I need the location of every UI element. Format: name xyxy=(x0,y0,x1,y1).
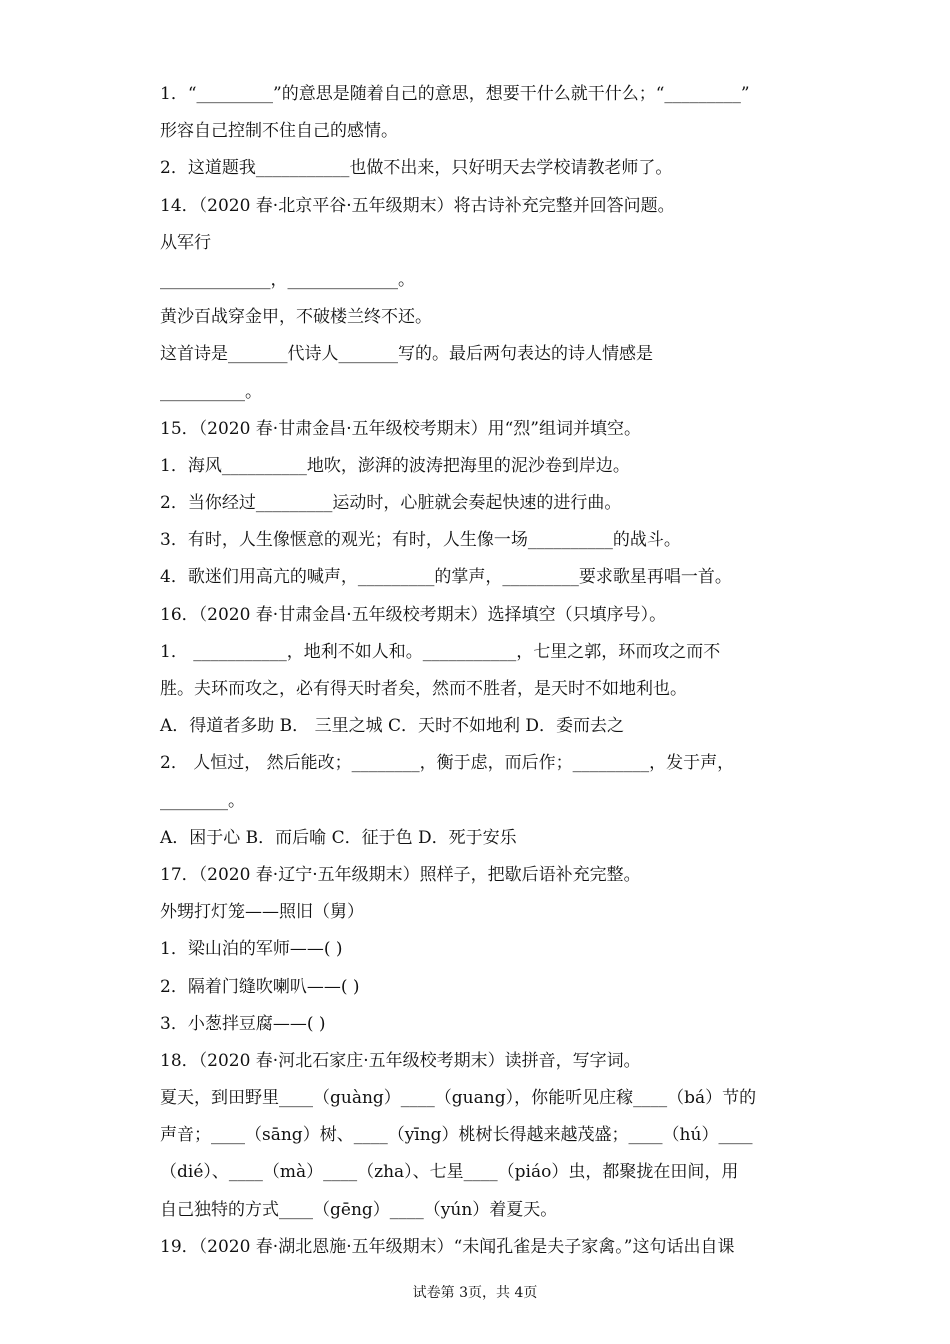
text-line: 1．海风__________地吹，澎湃的波涛把海里的泥沙卷到岸边。 xyxy=(160,455,630,476)
text-line: 形容自己控制不住自己的感情。 xyxy=(160,121,398,142)
text-line: 15．（2020 春·甘肃金昌·五年级校考期末）用“烈”组词并填空。 xyxy=(160,418,641,439)
text-line: 16．（2020 春·甘肃金昌·五年级校考期末）选择填空（只填序号）。 xyxy=(160,604,667,625)
text-line: A．得道者多助 B． 三里之城 C．天时不如地利 D．委而去之 xyxy=(160,716,625,737)
text-line: 自己独特的方式____（gēng）____（yún）着夏天。 xyxy=(160,1199,558,1220)
text-line: 2．这道题我___________也做不出来，只好明天去学校请教老师了。 xyxy=(160,158,673,179)
exam-page-body xyxy=(160,76,796,1266)
text-line: _____________，_____________。 xyxy=(160,269,415,290)
text-line: 1．梁山泊的军师——( ) xyxy=(160,939,343,960)
text-line: 黄沙百战穿金甲，不破楼兰终不还。 xyxy=(160,307,432,328)
text-line: 3．小葱拌豆腐——( ) xyxy=(160,1013,326,1034)
text-line: __________。 xyxy=(160,381,262,402)
text-line: 胜。夫环而攻之，必有得天时者矣，然而不胜者，是天时不如地利也。 xyxy=(160,679,687,699)
text-line: 19．（2020 春·湖北恩施·五年级期末）“未闻孔雀是夫子家禽。”这句话出自课 xyxy=(160,1236,735,1257)
text-line: 这首诗是_______代诗人_______写的。最后两句表达的诗人情感是 xyxy=(160,344,653,365)
text-line: 1． ___________，地利不如人和。___________，七里之郭，环而攻之而不 xyxy=(160,641,721,662)
text-line: 2．当你经过_________运动时，心脏就会奏起快速的进行曲。 xyxy=(160,493,622,514)
text-line: 外甥打灯笼——照旧（舅） xyxy=(160,902,364,923)
text-line: （dié）、____（mà）____（zha）、七星____（piáo）虫，都聚拢在田间，用 xyxy=(160,1162,739,1183)
text-line: 夏天，到田野里____（guàng）____（guang），你能听见庄稼____（bá）节的 xyxy=(160,1088,757,1109)
text-line: 1．“_________”的意思是随着自己的意思，想要干什么就干什么；“_________” xyxy=(160,84,750,104)
text-line: 17．（2020 春·辽宁·五年级期末）照样子，把歇后语补充完整。 xyxy=(160,864,641,885)
text-line: 声音；____（sāng）树、____（yīng）桃树长得越来越茂盛；____（hú）____ xyxy=(160,1125,753,1146)
text-line: 2． 人恒过， 然后能改；________，衡于虑，而后作；_________，发于声， xyxy=(160,753,735,774)
text-line: A．困于心 B．而后喻 C．征于色 D．死于安乐 xyxy=(160,827,517,848)
text-line: 14．（2020 春·北京平谷·五年级期末）将古诗补充完整并回答问题。 xyxy=(160,195,675,216)
text-line: 4．歌迷们用高亢的喊声，_________的掌声，_________要求歌星再唱一首。 xyxy=(160,567,732,588)
page-footer: 试卷第 3页，共 4页 xyxy=(412,1285,538,1301)
text-line: ________。 xyxy=(160,790,245,811)
text-line: 18．（2020 春·河北石家庄·五年级校考期末）读拼音，写字词。 xyxy=(160,1050,641,1071)
text-line: 3．有时，人生像惬意的观光；有时，人生像一场__________的战斗。 xyxy=(160,530,681,551)
text-line: 2．隔着门缝吹喇叭——( ) xyxy=(160,976,360,997)
text-line: 从军行 xyxy=(160,232,211,253)
